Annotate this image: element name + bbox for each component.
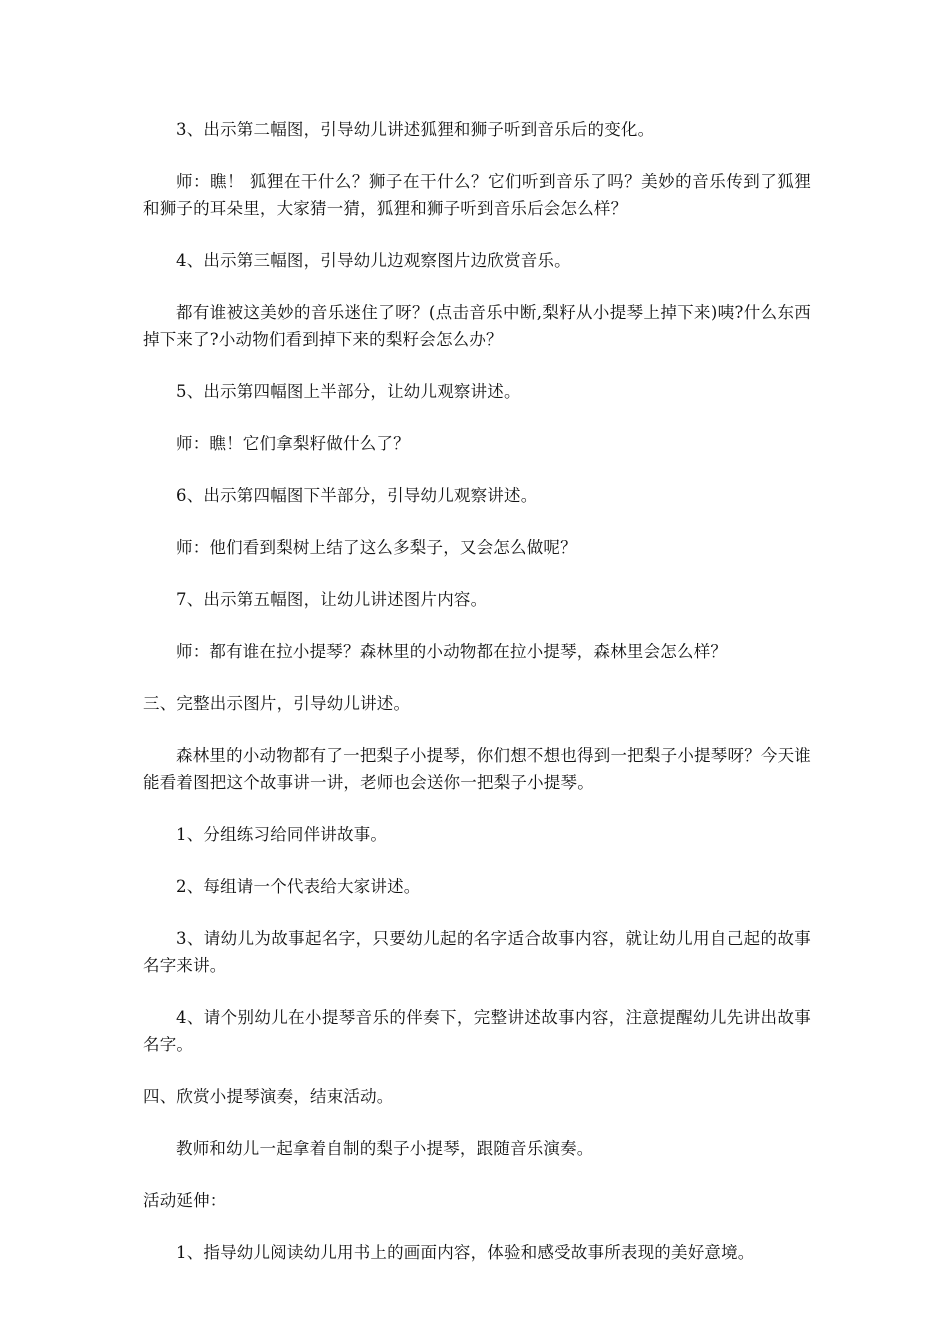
paragraph-substep-3: 3、请幼儿为故事起名字，只要幼儿起的名字适合故事内容，就让幼儿用自己起的故事名字来讲。 xyxy=(143,929,811,975)
paragraph-substep-4: 4、请个别幼儿在小提琴音乐的伴奏下，完整讲述故事内容，注意提醒幼儿先讲出故事名字。 xyxy=(143,1008,811,1054)
section-heading-extension: 活动延伸： xyxy=(143,1191,227,1210)
section-heading-four: 四、欣赏小提琴演奏，结束活动。 xyxy=(143,1087,394,1106)
document-body xyxy=(143,116,811,1291)
paragraph-teacher-question-fox-lion: 师：瞧！ 狐狸在干什么？狮子在干什么？它们听到音乐了吗？美妙的音乐传到了狐狸和狮子的耳朵里，大家猜一猜，狐狸和狮子听到音乐后会怎么样？ xyxy=(143,172,811,218)
paragraph-extension-1: 1、指导幼儿阅读幼儿用书上的画面内容，体验和感受故事所表现的美好意境。 xyxy=(176,1243,755,1262)
paragraph-step-6: 6、出示第四幅图下半部分，引导幼儿观察讲述。 xyxy=(176,486,538,505)
paragraph-step-5: 5、出示第四幅图上半部分，让幼儿观察讲述。 xyxy=(176,382,521,401)
paragraph-teacher-question-violin: 师：都有谁在拉小提琴？森林里的小动物都在拉小提琴，森林里会怎么样？ xyxy=(176,642,728,661)
paragraph-teacher-question-seeds: 师：瞧！它们拿梨籽做什么了？ xyxy=(176,434,410,453)
paragraph-performance: 教师和幼儿一起拿着自制的梨子小提琴，跟随音乐演奏。 xyxy=(176,1139,594,1158)
paragraph-step-4: 4、出示第三幅图，引导幼儿边观察图片边欣赏音乐。 xyxy=(176,251,571,270)
paragraph-music-question: 都有谁被这美妙的音乐迷住了呀？(点击音乐中断,梨籽从小提琴上掉下来)咦?什么东西掉下来了?小动物们看到掉下来的梨籽会怎么办？ xyxy=(143,303,811,349)
paragraph-substep-1: 1、分组练习给同伴讲故事。 xyxy=(176,825,388,844)
paragraph-step-3: 3、出示第二幅图，引导幼儿讲述狐狸和狮子听到音乐后的变化。 xyxy=(176,120,655,139)
section-heading-three: 三、完整出示图片，引导幼儿讲述。 xyxy=(143,694,411,713)
paragraph-substep-2: 2、每组请一个代表给大家讲述。 xyxy=(176,877,421,896)
paragraph-teacher-question-pears: 师：他们看到梨树上结了这么多梨子，又会怎么做呢？ xyxy=(176,538,577,557)
paragraph-forest-violin: 森林里的小动物都有了一把梨子小提琴，你们想不想也得到一把梨子小提琴呀？今天谁能看着图把这个故事讲一讲，老师也会送你一把梨子小提琴。 xyxy=(143,746,811,792)
paragraph-step-7: 7、出示第五幅图，让幼儿讲述图片内容。 xyxy=(176,590,488,609)
